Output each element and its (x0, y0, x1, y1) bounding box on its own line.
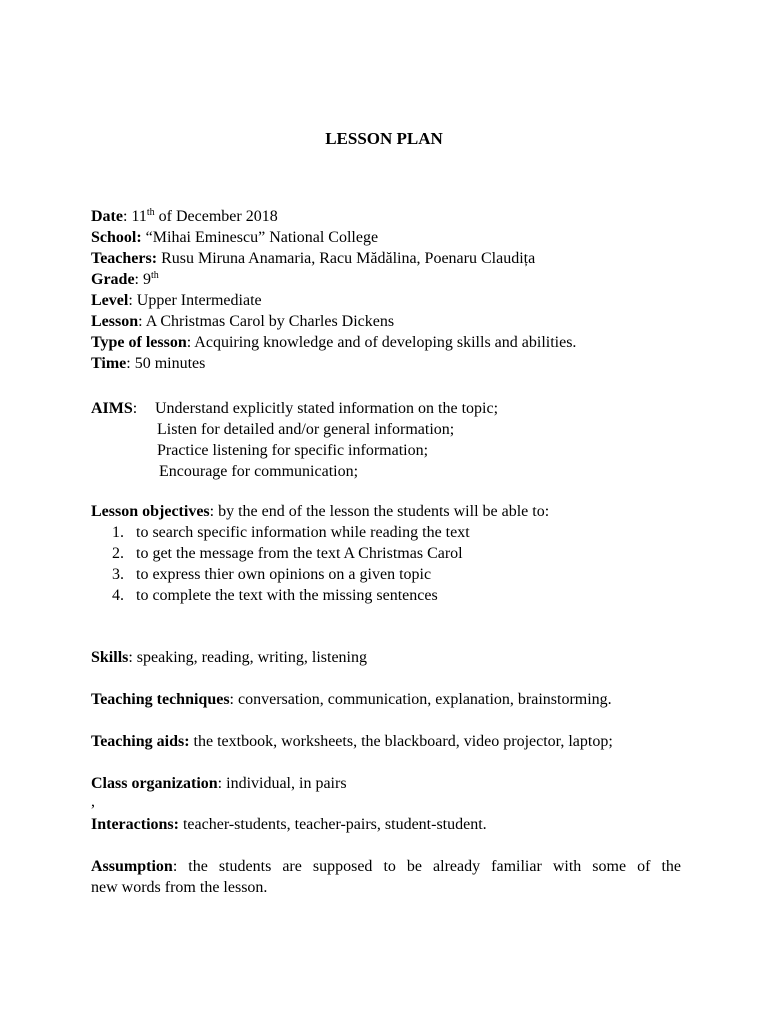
aims-section (91, 398, 691, 482)
aim-item: Listen for detailed and/or general information; (157, 421, 455, 438)
objectives-intro: : by the end of the lesson the students will be able to: (209, 503, 550, 520)
date-rest: of December 2018 (154, 208, 278, 225)
aim-item: Understand explicitly stated information on the topic; (155, 400, 499, 417)
list-number: 3. (112, 566, 124, 583)
list-text: to complete the text with the missing sentences (136, 587, 438, 604)
level-row: Level: Upper Intermediate (91, 292, 262, 309)
aims-row-1: AIMS: Understand explicitly stated information on the topic; (91, 400, 499, 417)
date-row: Date: 11th of December 2018 (91, 207, 278, 225)
teachers-value: Rusu Miruna Anamaria, Racu Mădălina, Poenaru Claudița (157, 250, 536, 267)
school-label: School: (91, 229, 142, 246)
lesson-type-label: Type of lesson (91, 334, 187, 351)
lesson-type-value: Acquiring knowledge and of developing skills and abilities. (194, 334, 577, 351)
list-text: to express thier own opinions on a given topic (136, 566, 432, 583)
assumption-label: Assumption (91, 858, 173, 875)
school-value: “Mihai Eminescu” National College (141, 229, 379, 246)
assumption-line-1 (91, 856, 681, 877)
list-number: 2. (112, 545, 124, 562)
list-number: 1. (112, 524, 124, 541)
interactions-value: teacher-students, teacher-pairs, student-student. (178, 816, 487, 833)
date-label: Date (91, 208, 123, 225)
aim-item: Practice listening for specific information; (157, 442, 429, 459)
techniques-row (91, 689, 681, 710)
organization-value: : individual, in pairs (217, 775, 347, 792)
grade-suffix: th (151, 270, 159, 281)
time-value: 50 minutes (134, 355, 206, 372)
lesson-row: Lesson: A Christmas Carol by Charles Dickens (91, 313, 395, 330)
aids-label: Teaching aids: (91, 733, 190, 750)
list-item (91, 564, 711, 585)
objectives-list (91, 522, 711, 606)
aids-value: the textbook, worksheets, the blackboard, video projector, laptop; (189, 733, 613, 750)
organization-label: Class organization (91, 775, 218, 792)
level-label: Level (91, 292, 129, 309)
grade-row: Grade: 9th (91, 270, 159, 288)
stray-comma: , (91, 793, 95, 810)
date-day: 11 (131, 208, 147, 225)
teachers-label: Teachers: (91, 250, 158, 267)
techniques-value: : conversation, communication, explanation, brainstorming. (229, 691, 612, 708)
teachers-row (91, 248, 691, 269)
page-title: LESSON PLAN (325, 129, 443, 148)
list-item (91, 585, 711, 606)
assumption-text-2: new words from the lesson. (91, 879, 268, 896)
skills-value: : speaking, reading, writing, listening (128, 649, 367, 666)
organization-row (91, 773, 681, 794)
list-text: to get the message from the text A Christmas Carol (136, 545, 463, 562)
lesson-type-row: Type of lesson: Acquiring knowledge and of developing skills and abilities. (91, 334, 577, 351)
list-number: 4. (112, 587, 124, 604)
aids-row (91, 731, 681, 752)
interactions-row (91, 814, 681, 835)
list-item (91, 543, 711, 564)
assumption-text-1: : the students are supposed to be already familiar with some of the (172, 858, 681, 875)
list-item (91, 522, 711, 543)
skills-row (91, 647, 681, 668)
skills-label: Skills (91, 649, 129, 666)
time-label: Time (91, 355, 127, 372)
time-row: Time: 50 minutes (91, 355, 206, 372)
school-row (91, 227, 691, 248)
lesson-info (91, 206, 691, 374)
level-value: Upper Intermediate (136, 292, 262, 309)
aims-label: AIMS (91, 400, 133, 417)
aim-item: Encourage for communication; (159, 463, 359, 480)
lesson-label: Lesson (91, 313, 139, 330)
grade-value: 9 (143, 271, 151, 288)
lesson-value: A Christmas Carol by Charles Dickens (145, 313, 395, 330)
list-text: to search specific information while reading the text (136, 524, 470, 541)
assumption-paragraph (91, 856, 681, 898)
grade-label: Grade (91, 271, 135, 288)
date-suffix: th (146, 207, 155, 218)
objectives-heading (91, 501, 711, 522)
interactions-label: Interactions: (91, 816, 179, 833)
objectives-section (91, 501, 711, 606)
objectives-label: Lesson objectives (91, 503, 210, 520)
techniques-label: Teaching techniques (91, 691, 230, 708)
